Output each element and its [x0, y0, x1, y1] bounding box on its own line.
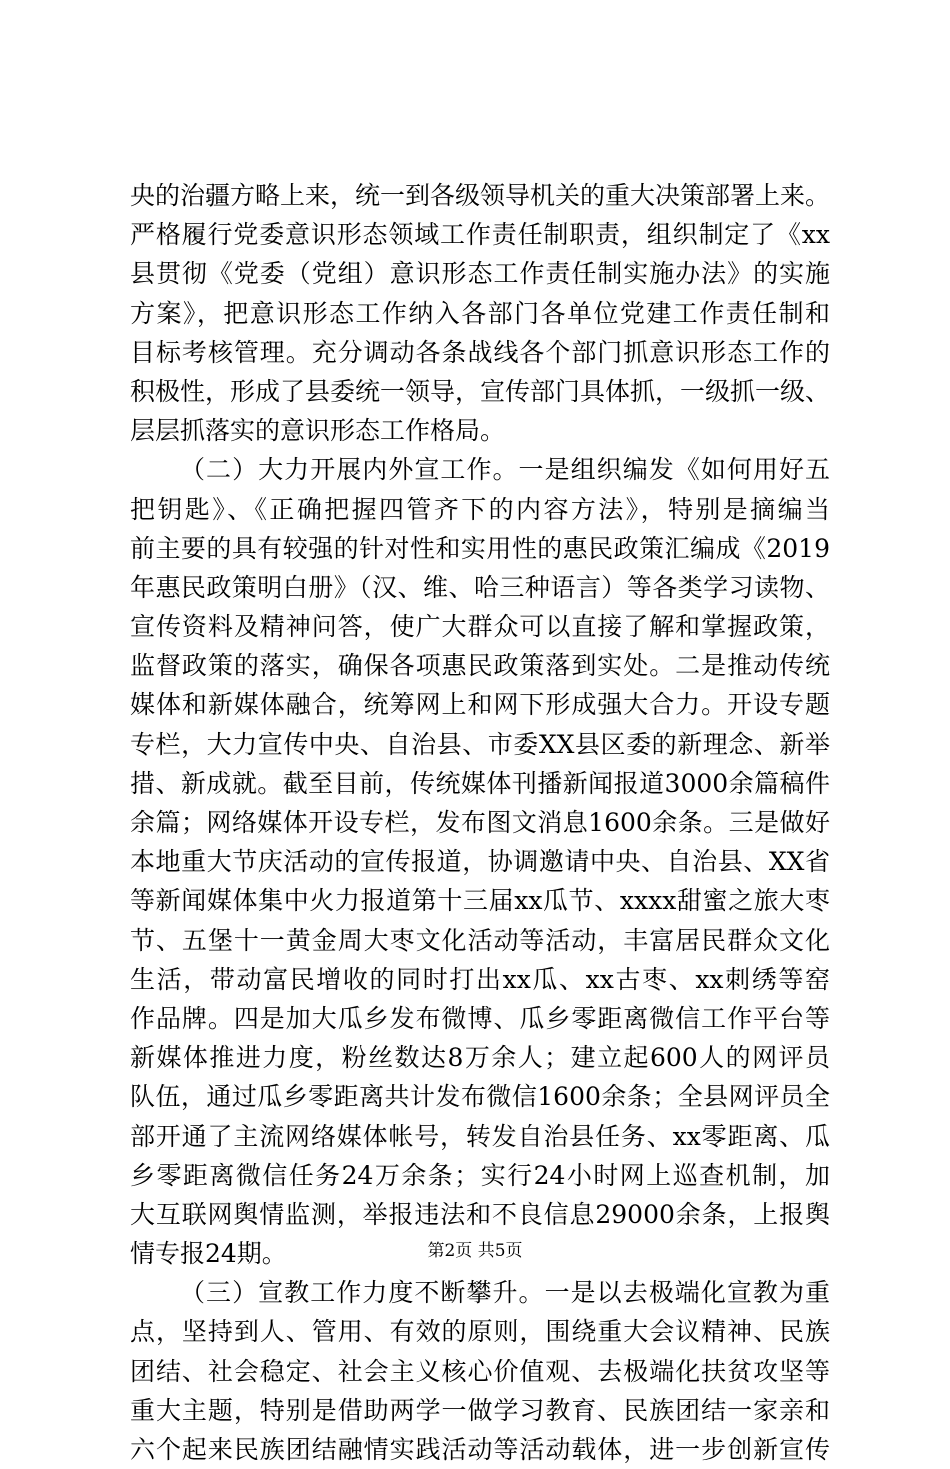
text-line: 严格履行党委意识形态领域工作责任制职责，组织制定了《xx	[130, 220, 830, 250]
paragraph-start-line: （三）宣教工作力度不断攀升。一是以去极端化宣教为重	[180, 1278, 830, 1308]
text-line: 节、五堡十一黄金周大枣文化活动等活动，丰富居民群众文化	[130, 925, 830, 955]
text-line: 大互联网舆情监测，举报违法和不良信息29000余条，上报舆	[130, 1199, 830, 1229]
text-line: 生活，带动富民增收的同时打出xx瓜、xx古枣、xx刺绣等窑	[130, 964, 830, 994]
text-line: 本地重大节庆活动的宣传报道，协调邀请中央、自治县、XX省	[130, 847, 830, 877]
text-line: 层层抓落实的意识形态工作格局。	[130, 416, 506, 446]
text-line: 余篇；网络媒体开设专栏，发布图文消息1600余条。三是做好	[130, 808, 830, 837]
text-line: 把钥匙》、《正确把握四管齐下的内容方法》，特别是摘编当	[130, 494, 830, 524]
text-line: 县贯彻《党委（党组）意识形态工作责任制实施办法》的实施	[130, 259, 830, 289]
text-line: 目标考核管理。充分调动各条战线各个部门抓意识形态工作的	[130, 337, 830, 367]
text-line: 前主要的具有较强的针对性和实用性的惠民政策汇编成《2019	[130, 533, 830, 563]
text-line: 积极性，形成了县委统一领导，宣传部门具体抓，一级抓一级、	[130, 376, 830, 406]
text-line: 部开通了主流网络媒体帐号，转发自治县任务、xx零距离、瓜	[130, 1121, 830, 1151]
text-line: 新媒体推进力度，粉丝数达8万余人；建立起600人的网评员	[130, 1043, 830, 1073]
text-line: 等新闻媒体集中火力报道第十三届xx瓜节、xxxx甜蜜之旅大枣	[130, 886, 830, 916]
text-line: 宣传资料及精神问答，使广大群众可以直接了解和掌握政策，	[130, 612, 830, 642]
text-line: 乡零距离微信任务24万余条；实行24小时网上巡查机制，加	[130, 1160, 830, 1190]
text-line: 重大主题，特别是借助两学一做学习教育、民族团结一家亲和	[130, 1395, 830, 1425]
page-number-footer: 第2页 共5页	[427, 1241, 523, 1261]
text-line: 作品牌。四是加大瓜乡发布微博、瓜乡零距离微信工作平台等	[130, 1003, 830, 1033]
text-line: 团结、社会稳定、社会主义核心价值观、去极端化扶贫攻坚等	[130, 1356, 830, 1386]
text-line: 队伍，通过瓜乡零距离共计发布微信1600余条；全县网评员全	[130, 1082, 830, 1112]
text-line: 专栏，大力宣传中央、自治县、市委XX县区委的新理念、新举	[130, 729, 830, 759]
text-line: 年惠民政策明白册》（汉、维、哈三种语言）等各类学习读物、	[130, 572, 830, 602]
text-line: 央的治疆方略上来，统一到各级领导机关的重大决策部署上来。	[130, 181, 830, 210]
paragraph-start-line: （二）大力开展内外宣工作。一是组织编发《如何用好五	[180, 455, 830, 485]
text-line: 点，坚持到人、管用、有效的原则，围绕重大会议精神、民族	[130, 1317, 830, 1347]
text-line: 措、新成就。截至目前，传统媒体刊播新闻报道3000余篇稿件	[130, 768, 830, 798]
text-line: 情专报24期。	[130, 1239, 287, 1269]
text-line: 六个起来民族团结融情实践活动等活动载体，进一步创新宣传	[130, 1435, 830, 1464]
text-line: 方案》，把意识形态工作纳入各部门各单位党建工作责任制和	[130, 298, 830, 328]
text-line: 监督政策的落实，确保各项惠民政策落到实处。二是推动传统	[130, 651, 830, 681]
document-body	[130, 176, 830, 1469]
text-line: 媒体和新媒体融合，统筹网上和网下形成强大合力。开设专题	[130, 690, 830, 720]
